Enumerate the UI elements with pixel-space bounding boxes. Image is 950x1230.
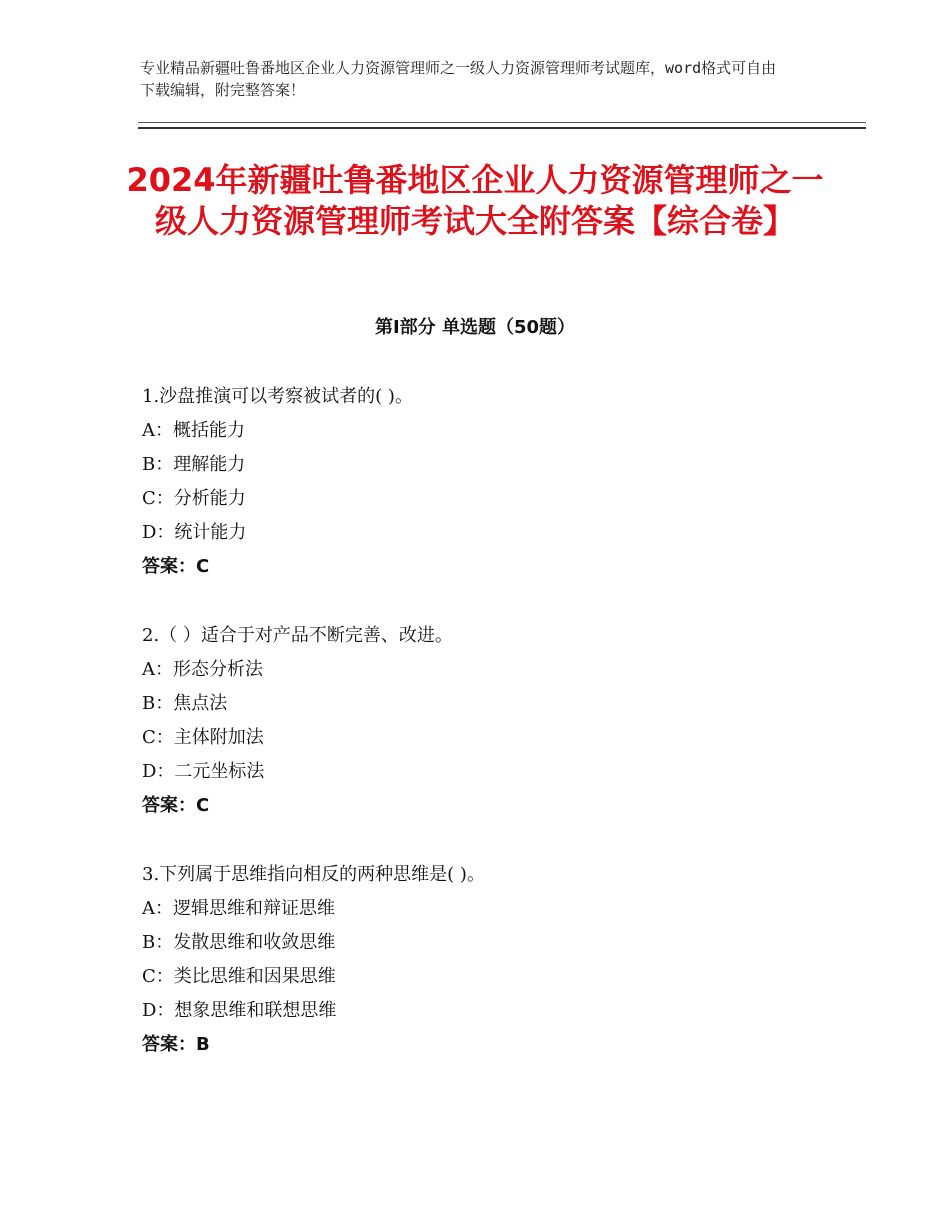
option-a: A：概括能力	[142, 420, 245, 441]
option-a: A：形态分析法	[142, 659, 263, 680]
answer-line: 答案：B	[142, 1034, 210, 1055]
option-d: D：统计能力	[142, 522, 247, 543]
option-a: A：逻辑思维和辩证思维	[142, 898, 335, 919]
question-block	[142, 858, 842, 1062]
answer-line: 答案：C	[142, 795, 210, 816]
document-title: 2024年新疆吐鲁番地区企业人力资源管理师之一级人力资源管理师考试大全附答案【综合卷】	[126, 161, 824, 240]
option-c: C：类比思维和因果思维	[142, 966, 336, 987]
answer-line: 答案：C	[142, 556, 210, 577]
question-block	[142, 380, 842, 584]
question-stem: 1.沙盘推演可以考察被试者的( )。	[142, 386, 413, 407]
header-rule-thick	[138, 127, 866, 129]
header-note: 专业精品新疆吐鲁番地区企业人力资源管理师之一级人力资源管理师考试题库，word格式可自由下载编辑，附完整答案！	[140, 59, 777, 99]
option-d: D：二元坐标法	[142, 761, 265, 782]
section-heading: 第Ⅰ部分 单选题（50题）	[374, 317, 575, 338]
option-c: C：分析能力	[142, 488, 246, 509]
option-b: B：理解能力	[142, 454, 246, 475]
question-stem: 3.下列属于思维指向相反的两种思维是( )。	[142, 864, 485, 885]
question-block	[142, 619, 842, 823]
option-b: B：焦点法	[142, 693, 228, 714]
option-d: D：想象思维和联想思维	[142, 1000, 337, 1021]
option-b: B：发散思维和收敛思维	[142, 932, 336, 953]
question-stem: 2.（ ）适合于对产品不断完善、改进。	[142, 625, 453, 646]
header-rule-thin	[138, 122, 866, 123]
option-c: C：主体附加法	[142, 727, 264, 748]
